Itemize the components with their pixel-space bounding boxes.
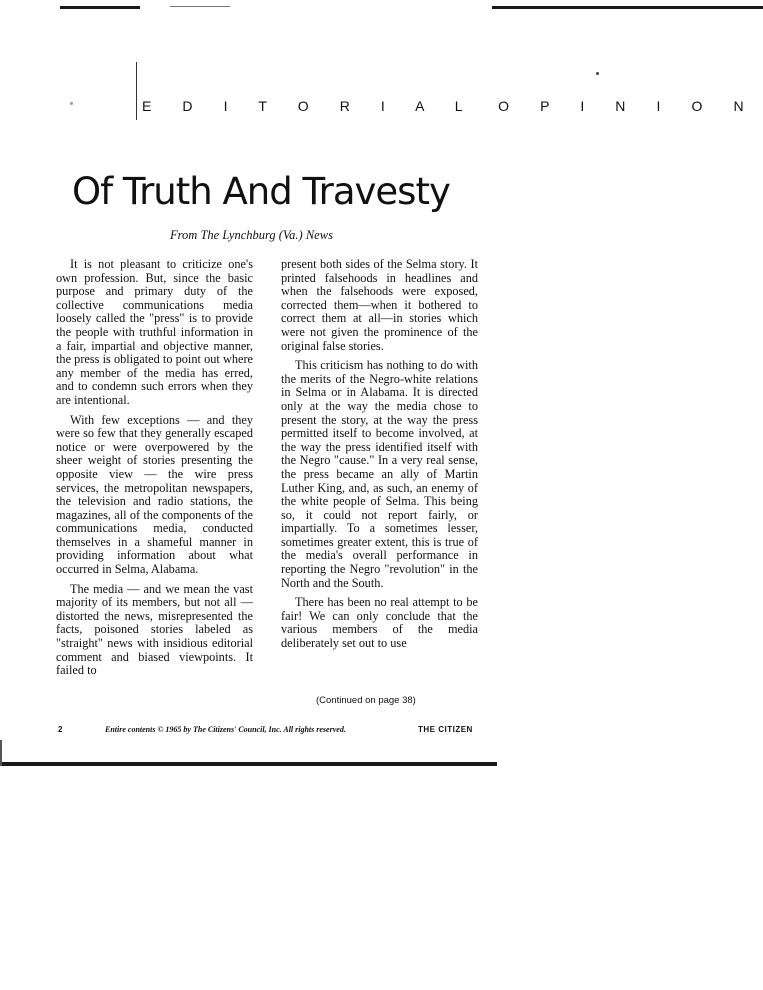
scan-edge-left <box>0 740 2 766</box>
paragraph: It is not pleasant to criticize one's own profession. But, since the basic purpose and primary duty of the collective communications media loosely called the "press" is to provide the people with truthful information in a fair, impartial and objective manner, the press is obligated to point out where any member of the media has erred, and to condemn such errors when they are intentional. <box>56 257 253 407</box>
source-line: From The Lynchburg (Va.) News <box>170 228 333 242</box>
scan-edge-top-right <box>492 6 763 9</box>
kicker-vertical-rule <box>136 62 137 120</box>
magazine-name: THE CITIZEN <box>418 725 473 734</box>
scan-speck <box>596 72 599 75</box>
kicker-editorial: E D I T O R I A L <box>142 98 477 114</box>
kicker-opinion: O P I N I O N <box>498 98 758 114</box>
paragraph: With few exceptions — and they were so few that they generally escaped notice or were overpowered by the sheer weight of stories presenting the opposite view — the wire press services, the metropolitan newspapers, the television and radio stations, the magazines, all of the components of the communications media, conducted themselves in a shameful manner in providing information about what occurred in Selma, Alabama. <box>56 412 253 577</box>
section-kicker <box>142 98 757 114</box>
continued-note: (Continued on page 38) <box>316 695 416 706</box>
article-column-left <box>56 258 253 684</box>
paragraph: The media — and we mean the vast majority of its members, but not all — distorted the news, misrepresented the facts, poisoned stories labeled as "straight" news with insidious editorial comment and biased viewpoints. It failed to <box>56 581 253 678</box>
scan-edge-top-left-faint <box>170 6 230 7</box>
scan-edge-top-left <box>60 6 140 9</box>
paragraph: present both sides of the Selma story. It printed falsehoods in headlines and when the falsehoods were exposed, corrected them—when it bothered to correct them at all—in stories which were not given the prominence of the original false stories. <box>281 257 478 353</box>
paragraph: There has been no real attempt to be fair! We can only conclude that the various members of the media deliberately set out to use <box>281 595 478 651</box>
scan-edge-bottom <box>0 762 497 766</box>
article-column-right <box>281 258 478 657</box>
copyright-notice: Entire contents © 1965 by The Citizens' Council, Inc. All rights reserved. <box>105 725 346 734</box>
scan-speck <box>70 102 73 105</box>
page-number: 2 <box>58 725 63 734</box>
headline: Of Truth And Travesty <box>72 170 450 213</box>
paragraph: This criticism has nothing to do with the merits of the Negro-white relations in Selma or in Alabama. It is directed only at the way the media chose to present the story, at the way the press permitted itself to become involved, at the way the press identified itself with the Negro "cause." In a very real sense, the press became an ally of Martin Luther King, and, as such, an enemy of the white people of Selma. This being so, it could not report fairly, or impartially. To a sometimes lesser, sometimes greater extent, this is true of the media's overall performance in reporting the Negro "revolution" in the North and the South. <box>281 358 478 590</box>
